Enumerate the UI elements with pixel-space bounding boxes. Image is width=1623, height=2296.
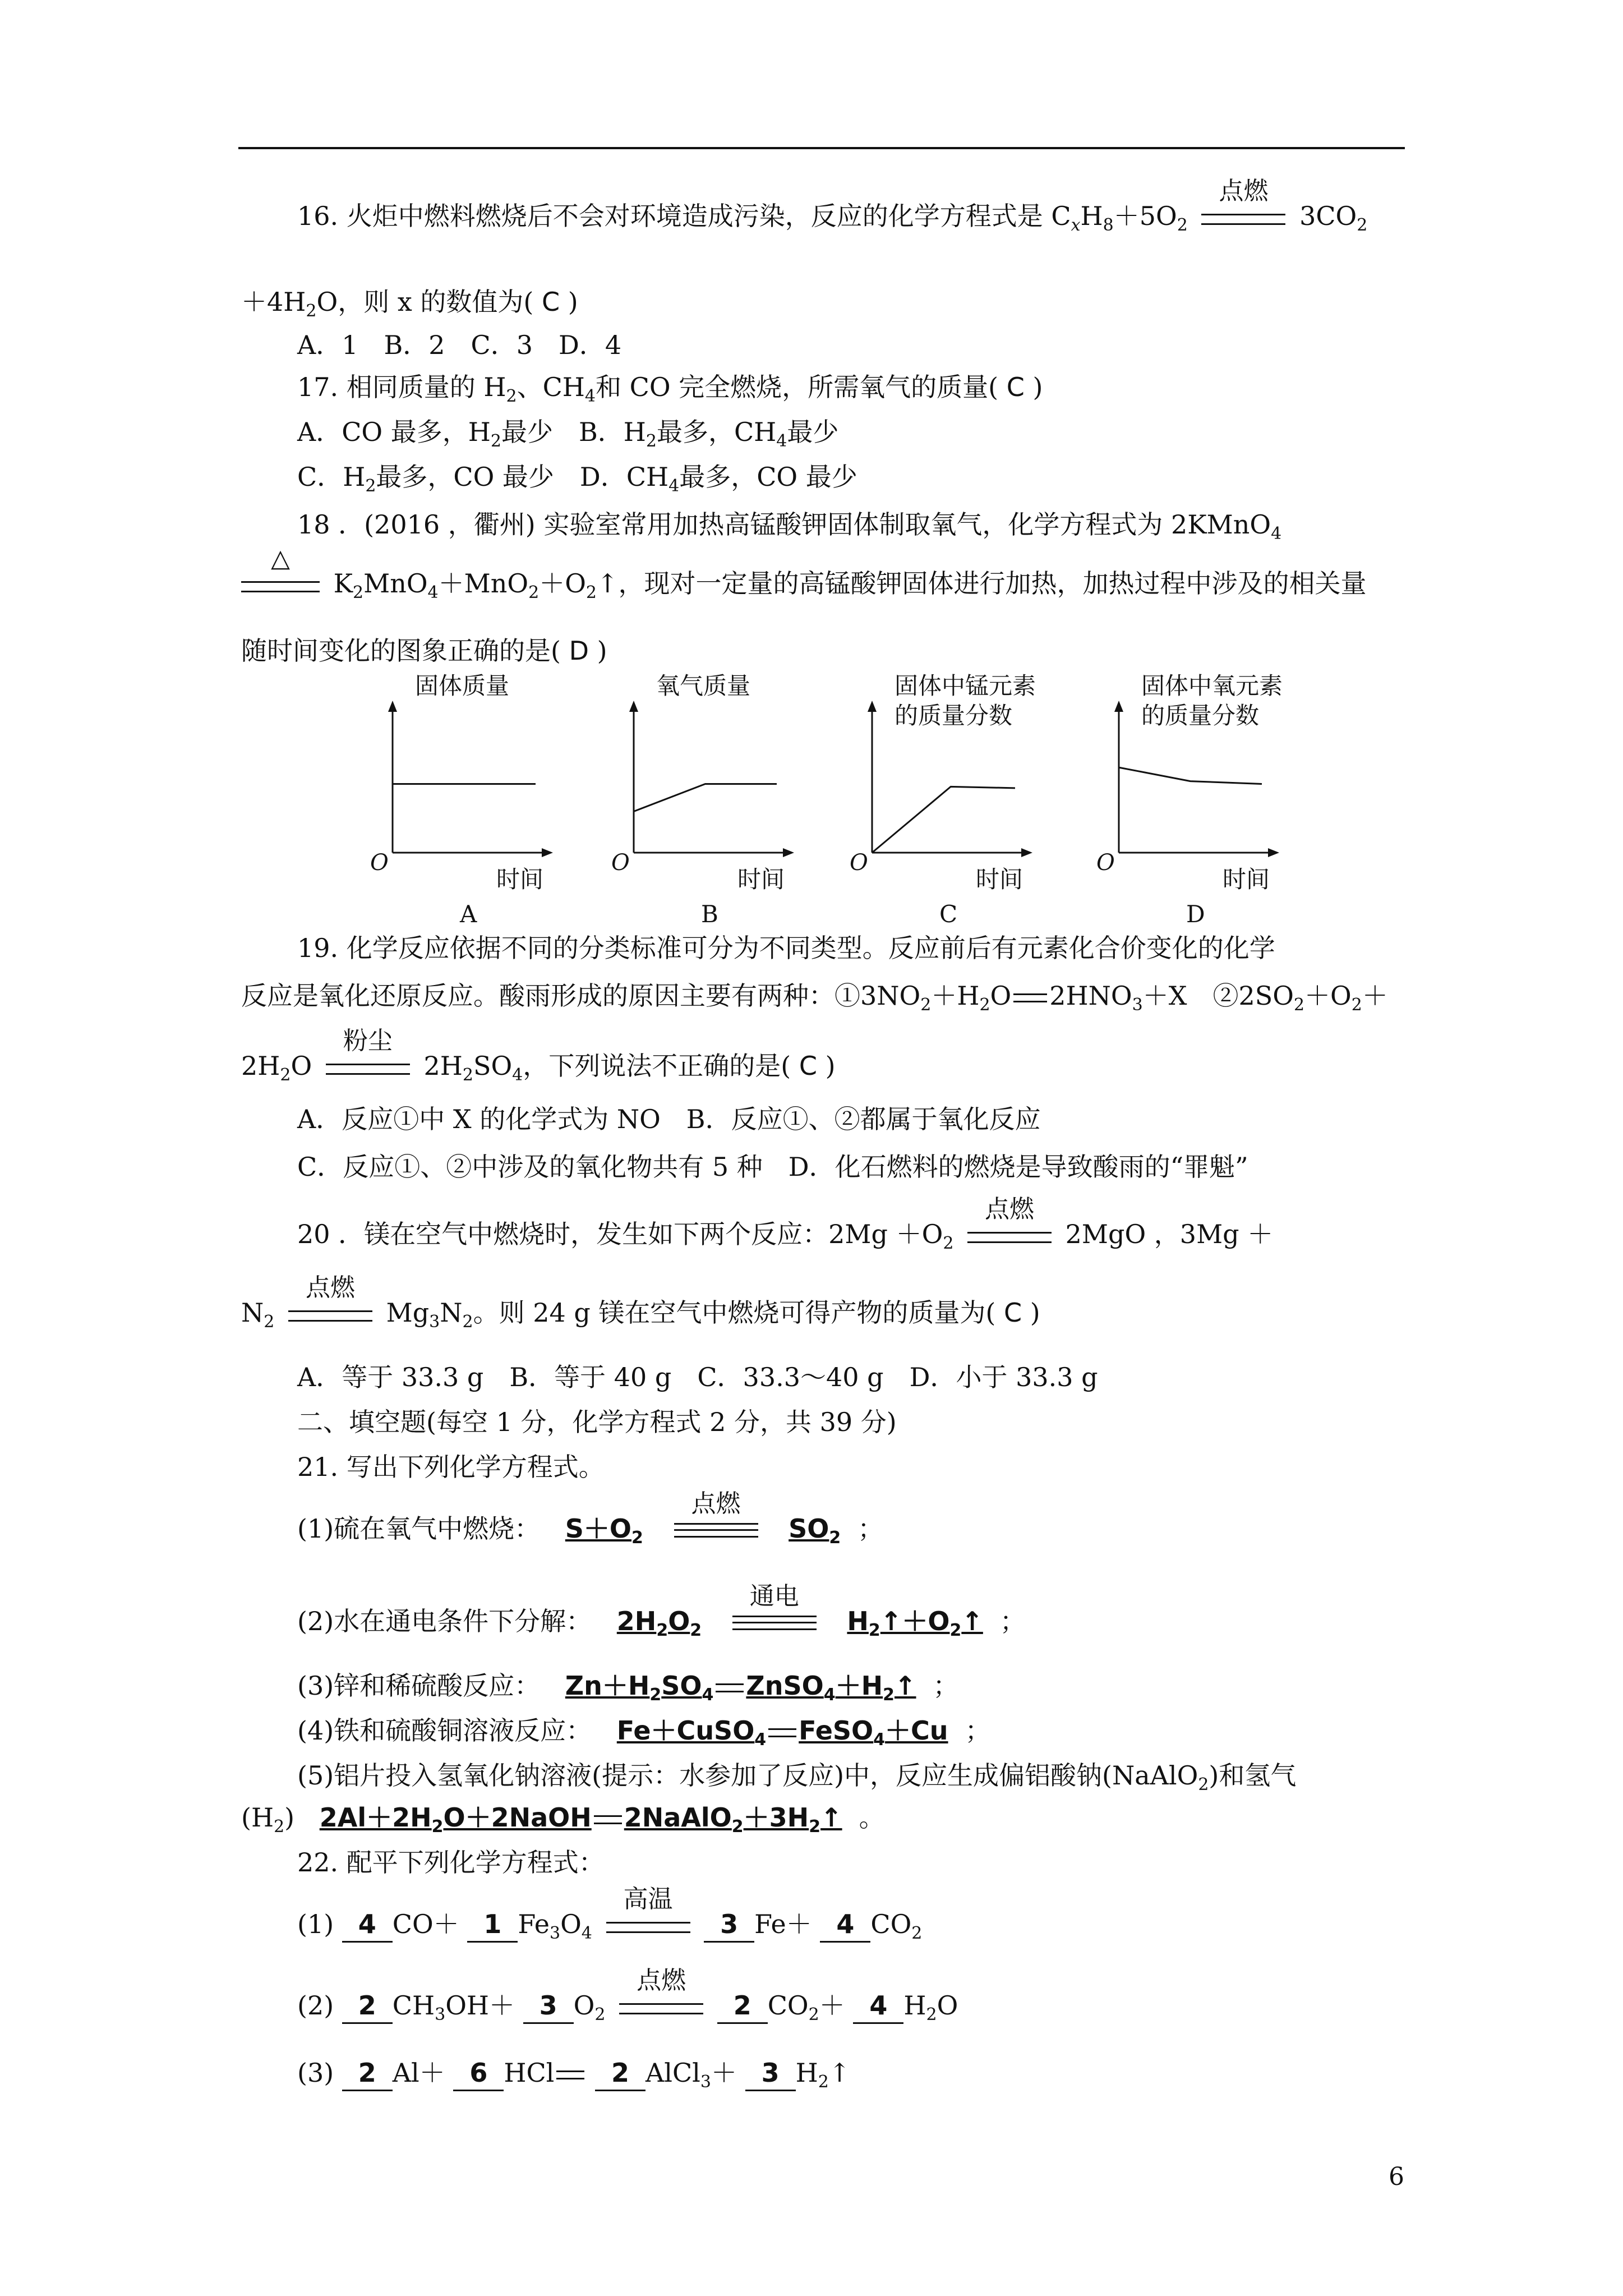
- reaction-condition: 点燃: [674, 1520, 758, 1542]
- q21-item2: (2)水在通电条件下分解： $2H_2O_2$ 通电 $H_2↑+O_2↑$ ；: [297, 1582, 1026, 1640]
- chart-b: [634, 704, 802, 861]
- q18-line3: 随时间变化的图象正确的是( D ): [241, 636, 607, 666]
- answer: C: [799, 1051, 817, 1081]
- reaction-condition: 点燃: [1201, 207, 1285, 229]
- chart-option-letter: A: [460, 900, 477, 928]
- q21-item1: (1)硫在氧气中燃烧： $S+O_2$ 点燃 $SO_2$ ；: [297, 1489, 884, 1548]
- chart-option-letter: C: [939, 900, 958, 928]
- chart-title-line2: 的质量分数: [1141, 702, 1260, 729]
- chart-x-label: 时间: [737, 866, 785, 893]
- series-line: [634, 784, 777, 812]
- q19-line2: 反应是氧化还原反应。酸雨形成的原因主要有两种：$①3NO_2+H_2O$ $2HNO_3+X$ $②2SO_2+O_2+$: [241, 981, 1388, 1015]
- chart-a: [393, 704, 561, 861]
- q16-options: A．1 B．2 C．3 D．4: [297, 330, 622, 360]
- q20-line1: 20 ．镁在空气中燃烧时，发生如下两个反应：$2Mg +O_2$ 点燃 2MgO ，3Mg ＋: [297, 1195, 1274, 1253]
- q19-line1: 19. 化学反应依据不同的分类标准可分为不同类型。反应前后有元素化合价变化的化学: [297, 933, 1275, 963]
- answer: C: [541, 287, 560, 317]
- q21-item3: (3)锌和稀硫酸反应： $Zn+H_2SO_4$ $ZnSO_4+H_2↑$ ；: [297, 1671, 959, 1705]
- q20-line2: $N_2$ 点燃 $Mg_3N_2$。则 24 g 镁在空气中燃烧可得产物的质量为( C ): [241, 1273, 1040, 1332]
- reaction-condition: 粉尘: [326, 1057, 410, 1079]
- q17-options-2: C．$H_2$最多，CO 最少 D．$CH_4$最多，CO 最少: [297, 462, 857, 496]
- chart-plot: [634, 704, 802, 858]
- chart-origin: O: [850, 850, 868, 876]
- chart-origin: O: [370, 850, 389, 876]
- chart-title: 氧气质量: [656, 672, 751, 700]
- reaction-condition: 通电: [732, 1612, 817, 1635]
- header-rule: [238, 147, 1405, 149]
- chart-option-letter: D: [1186, 900, 1205, 928]
- chart-title-line2: 的质量分数: [895, 702, 1013, 729]
- answer: D: [569, 636, 589, 666]
- page-number: 6: [1389, 2162, 1404, 2191]
- series-line: [872, 786, 1015, 853]
- reaction-condition: 高温: [606, 1915, 690, 1938]
- reaction-condition: 点燃: [619, 1996, 703, 2019]
- q21-item4: (4)铁和硫酸铜溶液反应： Fe＋CuSO$_4$ FeSO$_4$＋Cu ；: [297, 1715, 991, 1750]
- q22-title: 22. 配平下列化学方程式：: [297, 1847, 605, 1878]
- q17-options-1: A．CO 最多，$H_2$最少 B．$H_2$最多，$CH_4$最少: [297, 417, 839, 451]
- reaction-condition: △: [241, 574, 320, 597]
- y-axis-arrow: [1114, 701, 1123, 712]
- q16-line1: 16. 火炬中燃料燃烧后不会对环境造成污染，反应的化学方程式是 $C_xH_8+5O_2$ 点燃 $3CO_2$: [297, 177, 1368, 235]
- q21-item5-line1: (5)铝片投入氢氧化钠溶液(提示：水参加了反应)中，反应生成偏铝酸钠(NaAlO$_2$)和氢气: [297, 1760, 1297, 1795]
- q19-options-1: A．反应①中 X 的化学式为 NO B．反应①、②都属于氧化反应: [297, 1104, 1041, 1134]
- q19-options-2: C．反应①、②中涉及的氧化物共有 5 种 D．化石燃料的燃烧是导致酸雨的“罪魁”: [297, 1152, 1248, 1182]
- reaction-condition: 点燃: [288, 1304, 372, 1326]
- answer: C: [1004, 1297, 1022, 1328]
- y-axis-arrow: [388, 701, 397, 712]
- chart-origin: O: [611, 850, 630, 876]
- x-axis-arrow: [1021, 848, 1032, 857]
- chart-title: 固体中锰元素: [895, 672, 1036, 700]
- q22-eq1: (1) 4 CO＋ 1 $Fe_3O_4$ 高温 3 Fe＋ 4 $CO_2$: [297, 1885, 923, 1943]
- y-axis-arrow: [868, 701, 877, 712]
- q18-line2: △ $K_2MnO_4+MnO_2+O_2↑$，现对一定量的高锰酸钾固体进行加热，加热过程中涉及的相关量: [241, 567, 1367, 600]
- q16-line2: $+4H_2O$，则 x 的数值为( C ): [241, 287, 578, 321]
- q22-eq2: (2) 2 $CH_3OH+ 3$ $O_2$ 点燃 2 $CO_2+ 4$ $H_2O$: [297, 1966, 958, 2024]
- q17-stem: 17. 相同质量的 $H_2$、$CH_4$和 CO 完全燃烧，所需氧气的质量( C ): [297, 372, 1043, 406]
- series-line: [1119, 767, 1262, 784]
- y-axis-arrow: [629, 701, 638, 712]
- chart-title: 固体质量: [415, 672, 510, 700]
- section-heading: 二、填空题(每空 1 分，化学方程式 2 分，共 39 分): [297, 1407, 897, 1437]
- chart-origin: O: [1096, 850, 1115, 876]
- chart-x-label: 时间: [976, 866, 1023, 893]
- chart-x-label: 时间: [1223, 866, 1270, 893]
- x-axis-arrow: [783, 848, 794, 857]
- chart-option-letter: B: [701, 900, 718, 928]
- q22-eq3: (3) 2 Al＋ 6 HCl 2 AlCl$_3$＋ 3 $H_2↑$: [297, 2056, 850, 2091]
- chart-plot: [393, 704, 561, 858]
- x-axis-arrow: [542, 848, 553, 857]
- q18-line1: 18 ．(2016 ，衢州) 实验室常用加热高锰酸钾固体制取氧气，化学方程式为 2KMnO$_4$: [297, 509, 1282, 544]
- x-axis-arrow: [1268, 848, 1279, 857]
- chart-title: 固体中氧元素: [1141, 672, 1283, 700]
- reaction-condition: 点燃: [967, 1225, 1052, 1248]
- q21-item5-line2: $(H_2)$ $2Al+2H_2O+2NaOH$ $2NaAlO_2+3H_2↑$ 。: [241, 1802, 885, 1837]
- chart-x-label: 时间: [496, 866, 544, 893]
- answer: C: [1006, 372, 1025, 402]
- q20-options: A．等于 33.3 g B．等于 40 g C．33.3～40 g D．小于 33.3 g: [297, 1362, 1098, 1392]
- q19-line3: $2H_2O$ 粉尘 $2H_2SO_4$，下列说法不正确的是( C ): [241, 1027, 836, 1085]
- q21-title: 21. 写出下列化学方程式。: [297, 1452, 605, 1482]
